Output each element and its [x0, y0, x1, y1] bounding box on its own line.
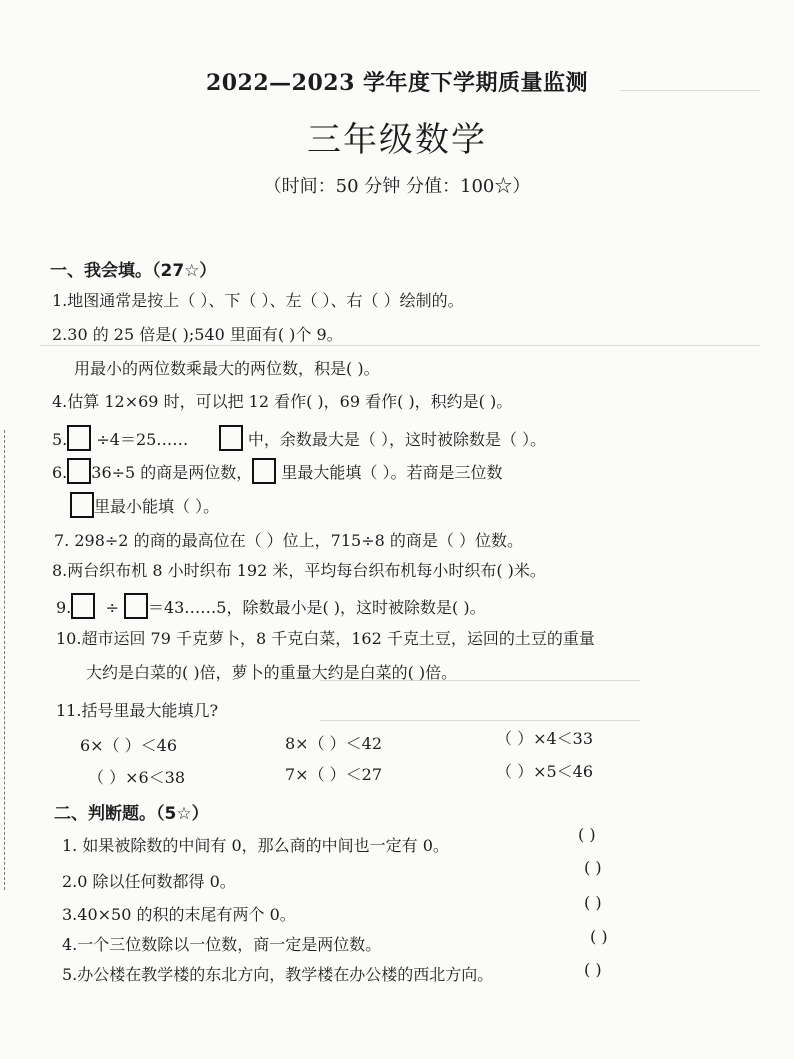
- blank-box: [67, 458, 91, 484]
- question-9-number: 9.: [56, 598, 72, 617]
- judge-answer: ( ): [584, 858, 602, 877]
- exam-meta: （时间：50 分钟 分值：100☆）: [263, 176, 531, 197]
- judge-item: 4.一个三位数除以一位数，商一定是两位数。: [62, 935, 382, 954]
- inequality-item: （ ）×5＜46: [496, 762, 594, 781]
- question-5-number: 5.: [52, 430, 68, 449]
- blank-box: [219, 425, 243, 451]
- question-6-cont: [70, 492, 219, 518]
- section-heading-judge: 二、判断题。（5☆）: [54, 804, 209, 824]
- question-6-text-a: 36÷5 的商是两位数，: [91, 463, 253, 482]
- question-5: [52, 425, 546, 451]
- question-6-text-b: 里最大能填（ ）。若商是三位数: [281, 463, 503, 482]
- blank-box: [70, 492, 94, 518]
- blank-box: [252, 458, 276, 484]
- blank-box: [71, 593, 95, 619]
- inequality-item: 7×（ ）＜27: [285, 765, 383, 784]
- exam-subject: 三年级数学: [307, 120, 487, 160]
- question-2: 2.30 的 25 倍是( );540 里面有( )个 9。: [52, 325, 343, 344]
- judge-answer: ( ): [578, 825, 596, 844]
- question-6-number: 6.: [52, 463, 68, 482]
- judge-item: 1. 如果被除数的中间有 0，那么商的中间也一定有 0。: [62, 836, 449, 855]
- question-5-text-a: ÷4＝25……: [96, 430, 189, 449]
- question-1: 1.地图通常是按上（ ）、下（ ）、左（ ）、右（ ）绘制的。: [52, 291, 464, 310]
- judge-answer: ( ): [590, 927, 608, 946]
- inequality-item: 8×（ ）＜42: [285, 734, 383, 753]
- inequality-item: （ ）×4＜33: [496, 729, 594, 748]
- bleed-through-mark: [40, 345, 760, 346]
- judge-item: 3.40×50 的积的末尾有两个 0。: [62, 905, 296, 924]
- question-8: 8.两台织布机 8 小时织布 192 米，平均每台织布机每小时织布( )米。: [52, 561, 546, 580]
- question-6-text-c: 里最小能填（ ）。: [94, 497, 220, 516]
- question-9-divide: ÷: [105, 598, 119, 617]
- judge-answer: ( ): [584, 960, 602, 979]
- blank-box: [67, 425, 91, 451]
- question-9-text: ＝43……5，除数最小是( )，这时被除数是( )。: [147, 598, 486, 617]
- section-heading-fill: 一、我会填。（27☆）: [50, 261, 217, 281]
- exam-title: 2022—2023 学年度下学期质量监测: [205, 70, 589, 96]
- judge-item: 5.办公楼在教学楼的东北方向，教学楼在办公楼的西北方向。: [62, 965, 494, 984]
- question-11: 11.括号里最大能填几?: [56, 701, 219, 720]
- bleed-through-mark: [320, 720, 640, 721]
- question-4: 4.估算 12×69 时，可以把 12 看作( )，69 看作( )，积约是( )。: [52, 392, 513, 411]
- judge-item: 2.0 除以任何数都得 0。: [62, 872, 236, 891]
- question-10-cont: 大约是白菜的( )倍，萝卜的重量大约是白菜的( )倍。: [86, 663, 458, 682]
- question-9: [56, 593, 486, 619]
- question-10: 10.超市运回 79 千克萝卜，8 千克白菜，162 千克土豆，运回的土豆的重量: [56, 629, 595, 648]
- question-7: 7. 298÷2 的商的最高位在（ ）位上，715÷8 的商是（ ）位数。: [54, 531, 523, 550]
- question-6: [52, 458, 503, 484]
- question-3: 用最小的两位数乘最大的两位数，积是( )。: [74, 359, 380, 378]
- binding-margin-line: [4, 430, 6, 890]
- question-5-text-b: 中，余数最大是（ ），这时被除数是（ ）。: [247, 430, 547, 449]
- inequality-item: （ ）×6＜38: [88, 768, 186, 787]
- judge-answer: ( ): [584, 893, 602, 912]
- inequality-item: 6×（ ）＜46: [80, 736, 178, 755]
- blank-box: [124, 593, 148, 619]
